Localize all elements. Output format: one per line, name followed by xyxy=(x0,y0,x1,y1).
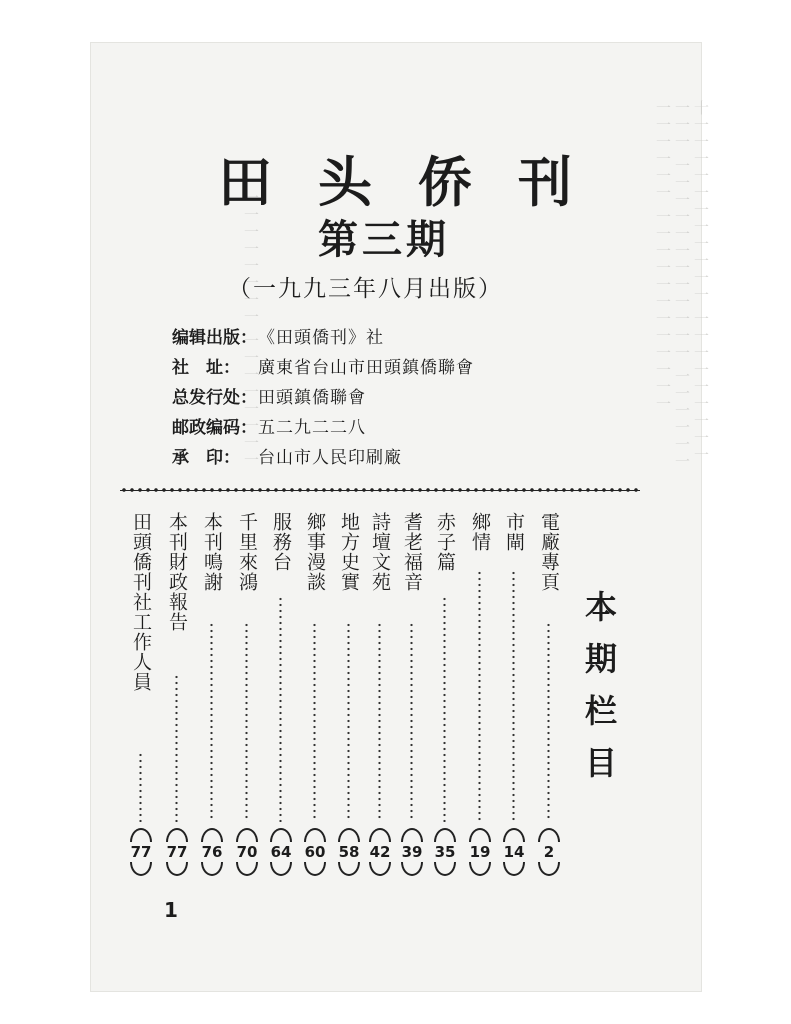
toc-page-number: 35 xyxy=(434,843,456,861)
info-label: 编辑出版： xyxy=(172,327,257,348)
toc-heading: 本期栏目 xyxy=(580,590,618,798)
toc-entry-page xyxy=(160,828,194,876)
toc-entry-title: 千里來鴻 xyxy=(236,512,258,592)
toc-page-number: 58 xyxy=(338,843,360,861)
toc-entry-title: 詩壇文苑 xyxy=(369,512,391,592)
toc-entry-title: 市閘 xyxy=(503,512,525,552)
toc-entry-title: 本刊鳴謝 xyxy=(201,512,223,592)
toc-entry-title: 地方史實 xyxy=(338,512,360,592)
toc-leader-dots xyxy=(279,596,282,822)
toc-entry-page xyxy=(497,828,531,876)
info-value: 田頭鎮僑聯會 xyxy=(258,387,366,408)
bleed-through-text: 一一一一一一一一 一一一一一一一一 xyxy=(242,190,260,469)
toc-entry-page xyxy=(428,828,462,876)
toc-entry-title: 本刊財政報告 xyxy=(166,512,188,632)
toc-entry-page xyxy=(298,828,332,876)
toc-entry-page xyxy=(395,828,429,876)
toc-leader-dots xyxy=(347,622,350,822)
info-row-editor xyxy=(172,320,474,350)
toc-entry-title: 鄉事漫談 xyxy=(304,512,326,592)
toc-entry-page xyxy=(363,828,397,876)
page-number: 1 xyxy=(164,898,178,922)
toc-entry-title: 電廠專頁 xyxy=(538,512,560,592)
toc-leader-dots xyxy=(512,570,515,822)
info-row-postcode xyxy=(172,410,474,440)
toc-entry-title: 鄉情 xyxy=(469,512,491,552)
toc-page-number: 76 xyxy=(201,843,223,861)
toc-page-number: 77 xyxy=(130,843,152,861)
info-row-printer xyxy=(172,440,474,470)
publication-date: （一九九三年八月出版） xyxy=(228,276,503,302)
info-label: 承 印： xyxy=(172,447,240,468)
toc-leader-dots xyxy=(245,622,248,822)
toc-entry-page xyxy=(264,828,298,876)
info-value: 《田頭僑刊》社 xyxy=(258,327,384,348)
toc-leader-dots xyxy=(139,752,142,822)
toc-page-number: 77 xyxy=(166,843,188,861)
toc-page-number: 64 xyxy=(270,843,292,861)
toc-leader-dots xyxy=(478,570,481,822)
toc-entry-page xyxy=(124,828,158,876)
toc-entry-page xyxy=(230,828,264,876)
toc-entry-title: 田頭僑刊社工作人員 xyxy=(130,512,152,692)
toc-entry-page xyxy=(463,828,497,876)
info-row-distributor xyxy=(172,380,474,410)
info-label: 总发行处： xyxy=(172,387,257,408)
magazine-title: 田头侨刊 xyxy=(218,150,618,214)
toc-page-number: 42 xyxy=(369,843,391,861)
toc-leader-dots xyxy=(443,596,446,822)
toc-leader-dots xyxy=(175,674,178,822)
info-row-address xyxy=(172,350,474,380)
toc-leader-dots xyxy=(378,622,381,822)
bleed-through-text: 十一一一一一一一一一一一 一一一一一一一一一一一一 一一一一一一一一一一一一 一一一一一一一一一一一一 一一一一一一一一一一一一 xyxy=(654,100,710,471)
info-label: 社 址： xyxy=(172,357,240,378)
toc-leader-dots xyxy=(410,622,413,822)
toc-entry-page xyxy=(195,828,229,876)
toc-page-number: 70 xyxy=(236,843,258,861)
toc-page-number: 19 xyxy=(469,843,491,861)
info-value: 台山市人民印刷廠 xyxy=(258,447,402,468)
toc-leader-dots xyxy=(210,622,213,822)
toc-entry-page xyxy=(532,828,566,876)
toc-entry-title: 赤子篇 xyxy=(434,512,456,572)
toc-page-number: 2 xyxy=(543,843,555,861)
info-value: 廣東省台山市田頭鎮僑聯會 xyxy=(258,357,474,378)
toc-entry-title: 服務台 xyxy=(270,512,292,572)
info-value: 五二九二二八 xyxy=(258,417,366,438)
publication-info xyxy=(172,320,474,470)
toc-leader-dots xyxy=(313,622,316,822)
toc-page-number: 14 xyxy=(503,843,525,861)
toc-entry-page xyxy=(332,828,366,876)
info-label: 邮政编码： xyxy=(172,417,257,438)
toc-page-number: 39 xyxy=(401,843,423,861)
toc-page-number: 60 xyxy=(304,843,326,861)
toc-leader-dots xyxy=(547,622,550,822)
toc-entry-title: 耆老福音 xyxy=(401,512,423,592)
issue-number: 第三期 xyxy=(318,216,450,263)
decorative-divider xyxy=(120,486,640,494)
